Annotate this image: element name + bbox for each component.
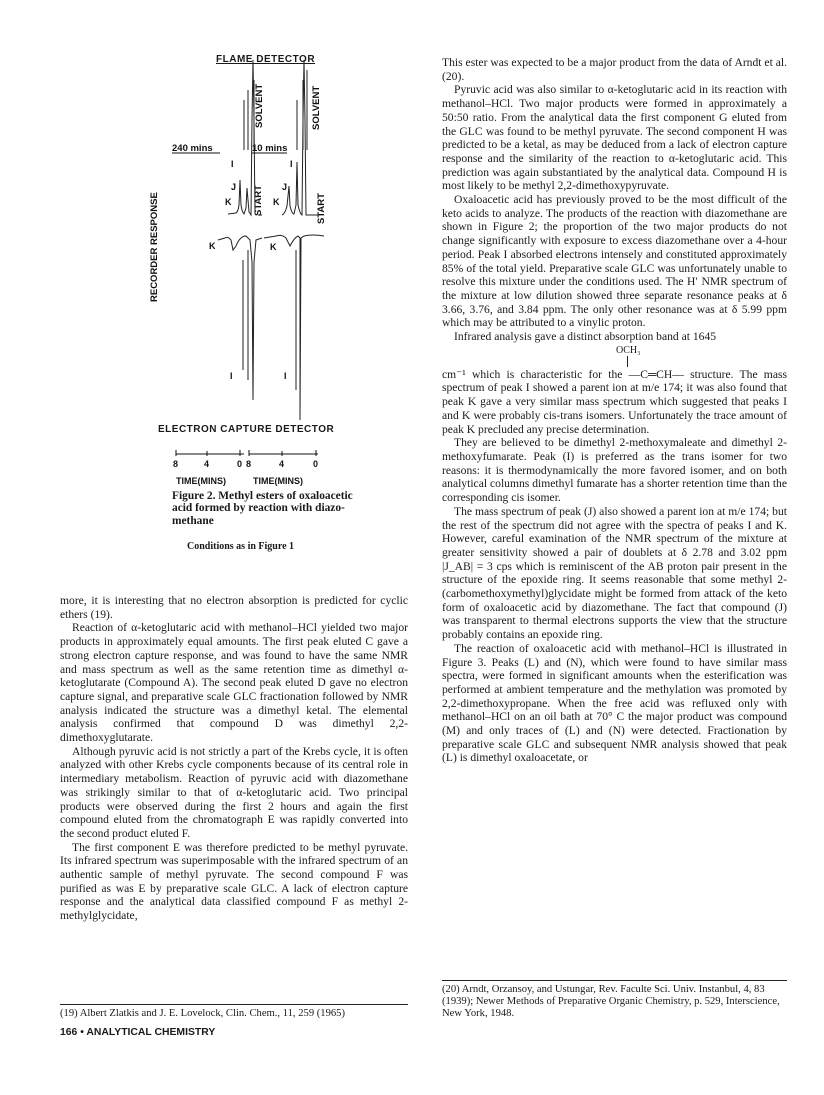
paragraph: Pyruvic acid was also similar to α-ketoglutaric acid in its reaction with methanol–HCl. Two major products were formed in approximately a 50:50 ratio. From the analytical data the first component G eluted from the GLC was found to be methyl pyruvate. The second component H was predicted to be a ketal, as may be deduced from a lack of electron capture response and the similarity of the reaction to α-ketoglutaric acid. This prediction was again substantiated by the analytical data. Compound H is most likely to be methyl 2,2-dimethoxypyruvate.: [442, 83, 787, 193]
tick-left-8: 8: [173, 459, 179, 469]
paragraph: The reaction of oxaloacetic acid with methanol–HCl is illustrated in Figure 3. Peaks (L) and (N), which were found to have similar mass spectra, were formed in significant amounts when the esterification was performed at ambient temperature and the methylation was promoted by 2,2-dimethoxypropane. When the free acid was refluxed only with methanol–HCl on an oil bath at 70° C the major product was compound (M) and only traces of (L) and (N) were detected. Fractionation by preparative scale GLC and subsequent NMR analysis showed that peak (L) is dimethyl oxaloacetate, or: [442, 641, 787, 765]
paragraph: Infrared analysis gave a distinct absorption band at 1645: [454, 330, 717, 344]
peak-k-label-2: K: [273, 197, 280, 207]
paragraph: cm⁻¹ which is characteristic for the —C═CH— structure. The mass spectrum of peak I showed a parent ion at m/e 174; it was also found that peak K gave a very similar mass spectrum which suggested that peaks I and K were probably cis-trans isomers. Unfortunately the trace amount of peak K precluded any precise determination.: [442, 367, 787, 436]
page-footer: 166 • ANALYTICAL CHEMISTRY: [60, 1027, 216, 1038]
figure-conditions: Conditions as in Figure 1: [187, 541, 295, 552]
peak-k-label-ec-2: K: [270, 242, 277, 252]
footnote-rule-left: [60, 1004, 408, 1005]
peak-k-label-ec: K: [209, 241, 216, 251]
paragraph: more, it is interesting that no electron absorption is predicted for cyclic ethers (19).: [60, 594, 408, 621]
tick-right-8: 8: [246, 459, 252, 469]
paragraph: This ester was expected to be a major product from the data of Arndt et al. (20).: [442, 56, 787, 83]
footnote-19: (19) Albert Zlatkis and J. E. Lovelock, Clin. Chem., 11, 259 (1965): [60, 1008, 346, 1019]
paragraph: The first component E was therefore predicted to be methyl pyruvate. Its infrared spectrum was superimposable with the infrared spectrum of an authentic sample of methyl pyruvate. The second compound F was purified as was E by preparative scale GLC. A lack of electron capture response and the analytical data classified compound F as methyl 2-methylglycidate,: [60, 840, 408, 923]
peak-j-label-2: J: [282, 182, 288, 192]
left-text-column: [60, 594, 408, 923]
paragraph: Oxaloacetic acid has previously proved to be the most difficult of the keto acids to analyze. The products of the reaction with diazomethane are shown in Figure 2; the proportion of the two major products do not change significantly with exposure to excess diazomethane over a 4-hour period. Peak I absorbed electrons intensely and constituted approximately 85% of the total yield. Preparative scale GLC was unfortunately unable to resolve this mixture under the conditions used. The H′ NMR spectrum of the mixture at low dilution showed three separate resonance peaks at δ 3.66, 3.76, and 3.84 ppm. The only other resonance was at δ 5.99 ppm which may be attributed to a vinylic proton.: [442, 193, 787, 330]
start-label-right: START: [316, 193, 327, 224]
solvent-label-left: SOLVENT: [254, 83, 265, 128]
paragraph: Reaction of α-ketoglutaric acid with methanol–HCl yielded two major products in approximately equal amounts. The first peak eluted C gave a strong electron capture response, and was found to have the same NMR and mass spectrum as well as the same retention time as dimethyl α-ketoglutarate (Compound A). The second peak eluted D gave no electron capture signal, and preparative scale GLC fractionation followed by NMR analysis indicated the structure was a dimethyl ketal. The elemental analysis confirmed that compound D was dimethyl 2,2-dimethoxyglutarate.: [60, 621, 408, 745]
footnote-rule-right: [442, 980, 787, 981]
peak-i-label-ec: I: [230, 371, 233, 381]
figure-caption: [172, 490, 353, 527]
och3-label: OCH₃: [616, 344, 641, 356]
paragraph: Although pyruvic acid is not strictly a part of the Krebs cycle, it is often analyzed with other Krebs cycle components because of its central role in intermediary metabolism. Reaction of pyruvic acid with diazomethane was strikingly similar to that of α-ketoglutaric acid. Two principal products were observed during the first 2 hours and again the first compound eluted from the chromatograph E was rapidly converted into the second product eluted F.: [60, 744, 408, 840]
paragraph: The mass spectrum of peak (J) also showed a parent ion at m/e 174; but the rest of the spectrum did not agree with the spectra of peaks I and K. However, careful examination of the NMR spectrum of the mixture at greater sensitivity showed a pair of doublets at δ 2.78 and 3.02 ppm |J_AB| = 3 cps which is reminiscent of the AB proton pair present in the structure of the epoxide ring. It seems reasonable that some methyl 2-(carbomethoxymethyl)glycidate might be formed from attack of the keto form of oxaloacetic acid by diazomethane. The fact that compound (J) was transparent to thermal electrons supports the view that the structure probably contains an epoxide ring.: [442, 504, 787, 642]
electron-capture-label: ELECTRON CAPTURE DETECTOR: [158, 424, 335, 435]
och3-bond: [627, 356, 628, 367]
footnote-20: (20) Arndt, Orzansoy, and Ustungar, Rev. Faculte Sci. Univ. Instanbul, 4, 83 (1939); Newer Methods of Preparative Organic Chemistry, p. 529, Interscience, New York, 1948.: [442, 984, 780, 1019]
right-range-label: 10 mins: [252, 143, 288, 154]
tick-right-0: 0: [313, 459, 319, 469]
start-label-left: START: [253, 185, 264, 216]
caption-line-2: acid formed by reaction with diazo-: [172, 502, 345, 515]
peak-i-label: I: [231, 159, 234, 169]
caption-line-3: methane: [172, 514, 214, 527]
tick-left-4: 4: [204, 459, 210, 469]
solvent-label-right: SOLVENT: [311, 85, 322, 130]
time-label-left: TIME(MINS): [176, 476, 226, 486]
peak-i-label-ec-2: I: [284, 371, 287, 381]
flame-detector-label: FLAME DETECTOR: [216, 54, 316, 65]
peak-i-label-2: I: [290, 159, 293, 169]
y-axis-label: RECORDER RESPONSE: [149, 192, 160, 302]
time-label-right: TIME(MINS): [253, 476, 303, 486]
left-range-label: 240 mins: [172, 143, 213, 154]
peak-k-label: K: [225, 197, 232, 207]
tick-right-4: 4: [279, 459, 285, 469]
right-text-column: [442, 56, 787, 765]
tick-left-0: 0: [237, 459, 243, 469]
caption-line-1: Figure 2. Methyl esters of oxaloacetic: [172, 490, 353, 502]
peak-j-label: J: [231, 182, 237, 192]
paragraph: They are believed to be dimethyl 2-methoxymaleate and dimethyl 2-methoxyfumarate. Peak (I) is preferred as the trans isomer for two reasons: it is thermodynamically the more favored isomer, and on both analytical columns dimethyl fumarate has a shorter retention time than the corresponding cis isomer.: [442, 436, 787, 505]
och3-structure: [442, 344, 787, 368]
